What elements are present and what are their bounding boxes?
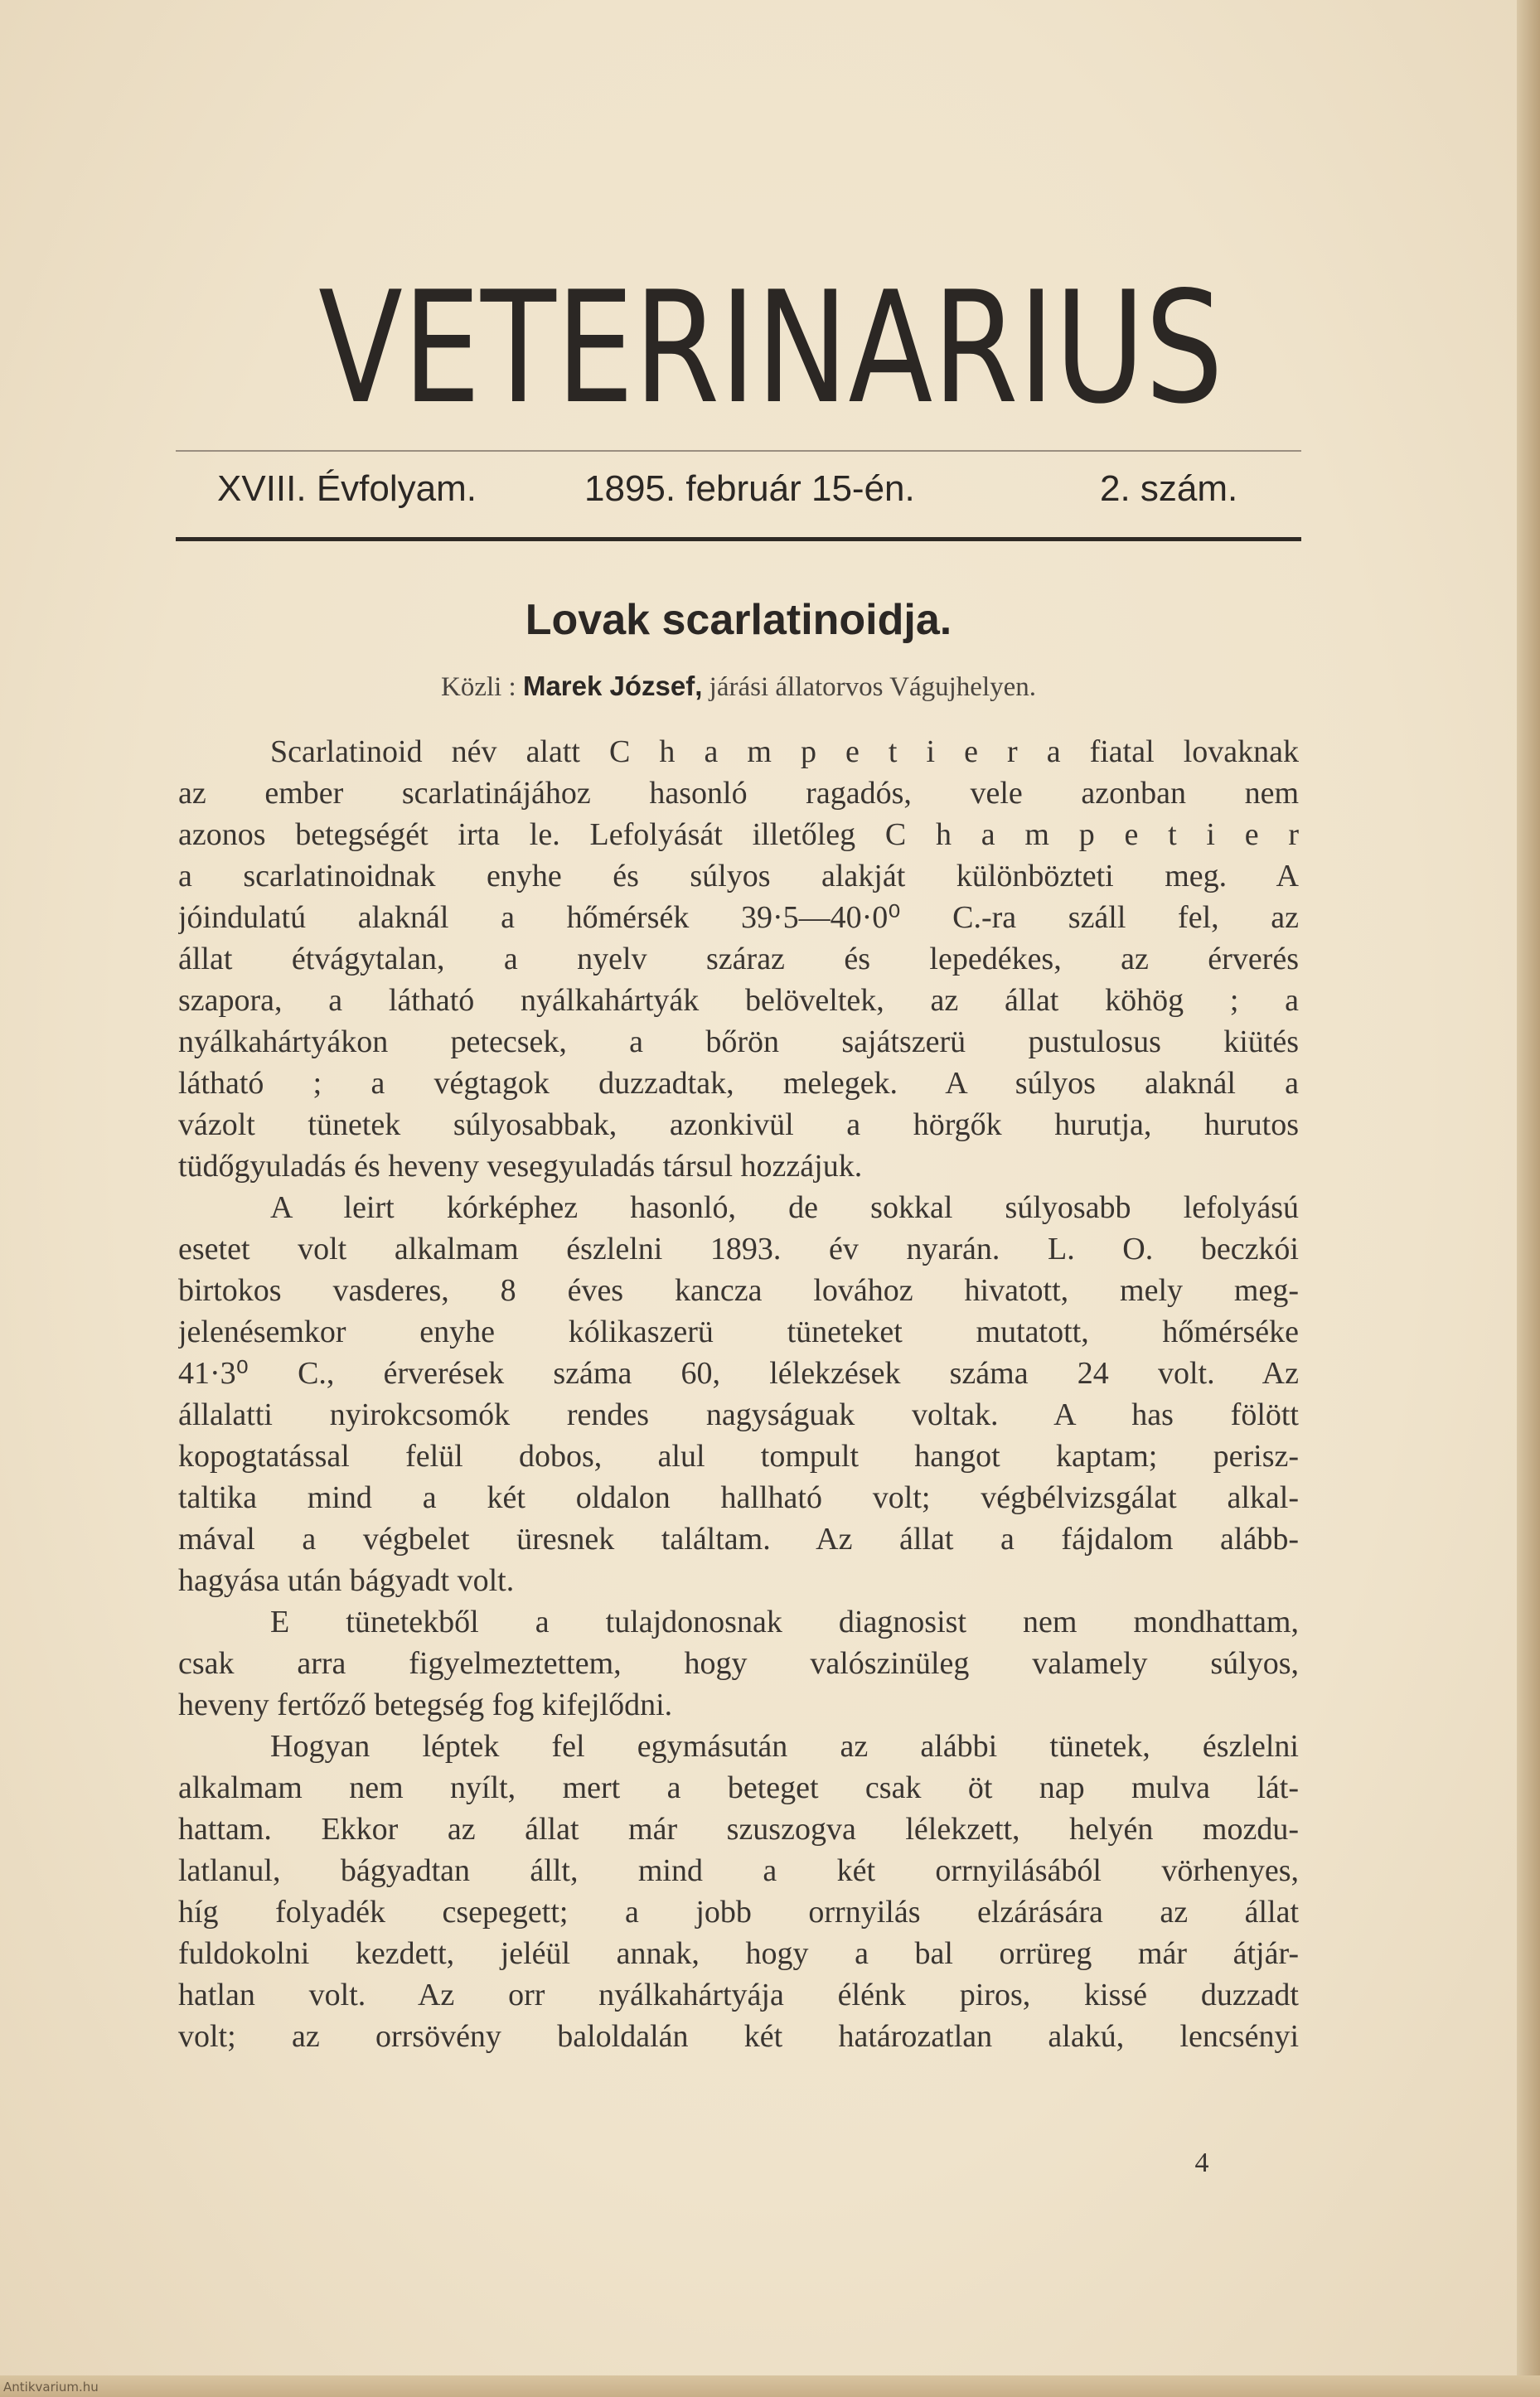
body-line: mával a végbelet üresnek találtam. Az állat a fájdalom alább-: [178, 1522, 1299, 1557]
issue-date: 1895. február 15-én.: [584, 468, 915, 509]
body-line: fuldokolni kezdett, jeléül annak, hogy a bal orrüreg már átjár-: [178, 1936, 1299, 1971]
body-line: vázolt tünetek súlyosabbak, azonkivül a hörgők hurutja, hurutos: [178, 1107, 1299, 1142]
issue-number: 2. szám.: [1100, 468, 1238, 509]
body-line: azonos betegségét irta le. Lefolyását illetőleg C h a m p e t i e r: [178, 817, 1299, 852]
body-line: 41·3⁰ C., érverések száma 60, lélekzések száma 24 volt. Az: [178, 1356, 1299, 1391]
body-line: híg folyadék csepegett; a jobb orrnyilás elzárására az állat: [178, 1895, 1299, 1930]
byline-suffix: járási állatorvos Vágujhelyen.: [709, 672, 1037, 702]
page-edge: [1517, 0, 1540, 2397]
body-line: birtokos vasderes, 8 éves kancza lovához hivatott, mely meg-: [178, 1273, 1299, 1308]
body-line: Hogyan léptek fel egymásután az alábbi tünetek, észlelni: [270, 1729, 1299, 1764]
body-line: kopogtatással felül dobos, alul tompult hangot kaptam; perisz-: [178, 1439, 1299, 1474]
body-line: alkalmam nem nyílt, mert a beteget csak öt nap mulva lát-: [178, 1770, 1299, 1805]
byline-author: Marek József,: [522, 671, 703, 701]
body-line: állalatti nyirokcsomók rendes nagyságuak voltak. A has fölött: [178, 1397, 1299, 1432]
body-line: az ember scarlatinájához hasonló ragadós, vele azonban nem: [178, 776, 1299, 811]
body-line: A leirt kórképhez hasonló, de sokkal súlyosabb lefolyású: [270, 1190, 1299, 1225]
watermark-text: Antikvarium.hu: [3, 2380, 99, 2395]
body-line: jóindulatú alaknál a hőmérsék 39·5—40·0⁰ C.-ra száll fel, az: [178, 900, 1299, 935]
body-line: hatlan volt. Az orr nyálkahártyája élénk piros, kissé duzzadt: [178, 1978, 1299, 2012]
masthead-title: VETERINARIUS: [318, 258, 1223, 438]
body-line: nyálkahártyákon petecsek, a bőrön sajátszerü pustulosus kiütés: [178, 1024, 1299, 1059]
body-line: jelenésemkor enyhe kólikaszerü tüneteket mutatott, hőmérséke: [178, 1315, 1299, 1349]
issue-volume: XVIII. Évfolyam.: [217, 468, 477, 509]
body-line: volt; az orrsövény baloldalán két határozatlan alakú, lencsényi: [178, 2019, 1299, 2054]
body-line: látható ; a végtagok duzzadtak, melegek. A súlyos alaknál a: [178, 1066, 1299, 1101]
body-line: tüdőgyuladás és heveny vesegyuladás társul hozzájuk.: [178, 1149, 863, 1184]
body-line: E tünetekből a tulajdonosnak diagnosist nem mondhattam,: [270, 1605, 1299, 1639]
body-line: szapora, a látható nyálkahártyák belöveltek, az állat köhög ; a: [178, 983, 1299, 1018]
body-line: Scarlatinoid név alatt C h a m p e t i e r a fiatal lovaknak: [270, 734, 1299, 769]
body-line: hagyása után bágyadt volt.: [178, 1563, 515, 1598]
header-rule: [176, 537, 1301, 541]
body-line: csak arra figyelmeztettem, hogy valószinüleg valamely súlyos,: [178, 1646, 1299, 1681]
issue-info: [176, 462, 1301, 516]
byline: [176, 663, 1301, 710]
bottom-band: [0, 2375, 1540, 2397]
body-line: hattam. Ekkor az állat már szuszogva lélekzett, helyén mozdu-: [178, 1812, 1299, 1847]
page-number: 4: [1194, 2148, 1209, 2178]
byline-prefix: Közli :: [440, 672, 516, 702]
body-line: esetet volt alkalmam észlelni 1893. év nyarán. L. O. beczkói: [178, 1232, 1299, 1266]
body-line: latlanul, bágyadtan állt, mind a két orrnyilásából vörhenyes,: [178, 1853, 1299, 1888]
article-title: Lovak scarlatinoidja.: [525, 596, 952, 644]
body-line: heveny fertőző betegség fog kifejlődni.: [178, 1688, 673, 1722]
body-line: állat étvágytalan, a nyelv száraz és lepedékes, az érverés: [178, 942, 1299, 976]
masthead-rule: [176, 450, 1301, 452]
body-line: a scarlatinoidnak enyhe és súlyos alakját különbözteti meg. A: [178, 859, 1299, 893]
body-line: taltika mind a két oldalon hallható volt; végbélvizsgálat alkal-: [178, 1480, 1299, 1515]
